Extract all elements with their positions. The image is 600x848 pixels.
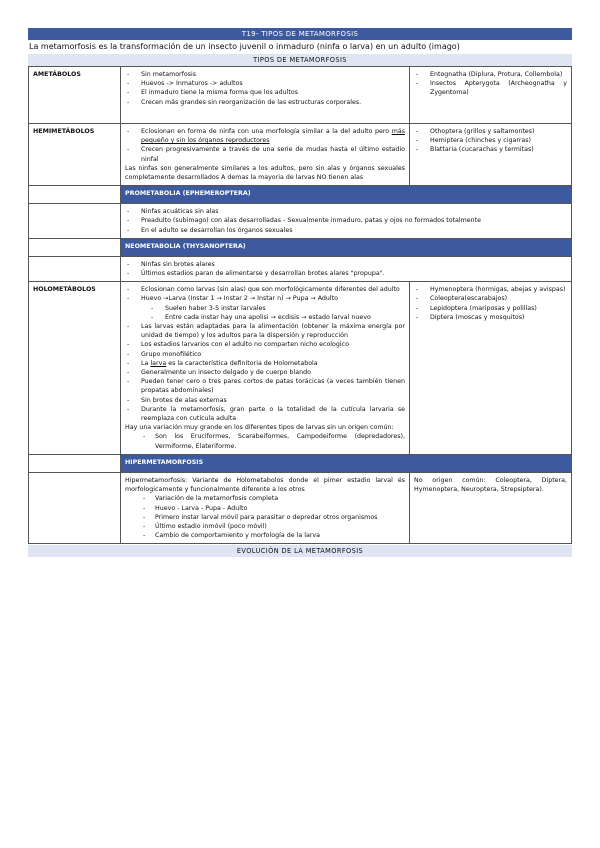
taxon-item: - Coleoptera(escarabajos) [414,294,567,303]
list-item: - Los estadios larvarios con el adulto no comparten nicho ecologico [125,340,405,349]
holometabolos-label: HOLOMETÁBOLOS [29,282,121,455]
taxon-item: - Hemiptera (chinches y cigarras) [414,136,567,145]
list-item: - Ninfas acuáticas sin alas [125,207,567,216]
sub-list-item: - Entre cada instar hay una apolisi → ecdisis → estado larval nuevo [125,313,405,322]
list-item: - Eclosionan como larvas (sin alas) que son morfológicamente diferentes del adulto [125,285,405,294]
ametabolos-label: AMETÁBOLOS [29,67,121,124]
footer-section-header: EVOLUCIÓN DE LA METAMORFOSIS [28,545,572,557]
list-item: - El inmaduro tiene la misma forma que los adultos [125,88,405,97]
row-hipermetamorfosis [29,472,572,543]
row-prometabola-header [29,186,572,204]
holometabolos-paragraph: Hay una variación muy grande en los diferentes tipos de larvas sin un origen común: [125,424,394,432]
hemimetabolos-label: HEMIMETÁBOLOS [29,124,121,186]
list-item: - Sin metamorfosis [125,70,405,79]
list-item: - La larva es la característica definitoria de Holometabola [125,359,405,368]
taxon-item: - Lepidoptera (mariposas y polillas) [414,304,567,313]
sub-list-item: - Huevo - Larva - Pupa - Adulto [125,504,405,513]
list-item: - Grupo monofilético [125,350,405,359]
prometabola-list [121,204,572,239]
list-item: - Generalmente un insecto delgado y de cuerpo blando [125,368,405,377]
sub-list-item: - Primero instar larval móvil para parasitar o depredar otros organismos [125,513,405,522]
sub-list-item: - Cambio de comportamiento y morfología de la larva [125,531,405,540]
list-item: - Crecen progresivamente a través de una serie de mudas hasta el último estadio ninfal [125,145,405,163]
holometabolos-taxa [410,282,572,455]
sub-list-item: - Variación de la metamorfosis completa [125,494,405,503]
list-item: - Sin brotes de alas externas [125,396,405,405]
sub-list-item: - Último estadio inmóvil (poco móvil) [125,522,405,531]
list-item: - En el adulto se desarrollan los órganos sexuales [125,226,567,235]
row-ametabolos [29,67,572,124]
list-item: - Crecen más grandes sin reorganización de las estructuras corporales. [125,98,405,107]
sub-list-item: - Suelen haber 3-5 instar larvales [125,304,405,313]
sub-list-item: - Son los Eruciformes, Scarabeiformes, Campodeiforme (depredadores), Vermiforme, Elateriforme. [125,432,405,450]
list-item: - Eclosionan en forma de ninfa con una morfología similar a la del adulto pero más pequeño y sin los órganos reproductores [125,127,405,145]
hipermetamorfosis-paragraph: Hipermetamorfosis: Variante de Holometabolos donde el pimer estadio larval és morfologicamente y funcionalmente diferente a los otros [125,476,405,494]
metamorphosis-table [28,66,572,544]
list-item: - Huevo →Larva (Instar 1 → Instar 2 → Instar n) → Pupa → Adulto [125,294,405,303]
hemimetabolos-description [121,124,410,186]
section-header: TIPOS DE METAMORFOSIS [28,54,572,66]
list-item: - Últimos estadios paran de alimentarse y desarrollan brotes alares "propupa". [125,269,567,278]
row-holometabolos [29,282,572,455]
row-hemimetabolos [29,124,572,186]
taxon-item: - Diptera (moscas y mosquitos) [414,313,567,322]
hipermetamorfosis-description [121,472,410,543]
list-item: - Pueden tener cero o tres pares cortos de patas torácicas (a veces también tienen propatas abdominales) [125,377,405,395]
taxon-item: - Insectos Apterygota (Archeognatha y Zygentoma) [414,79,567,97]
intro-text: La metamorfosis es la transformación de un insecto juvenil o inmaduro (ninfa o larva) en un adulto (imago) [29,42,460,51]
taxon-item: - Hymenoptera (hormigas, abejas y avispas) [414,285,567,294]
hemimetabolos-taxa [410,124,572,186]
row-neometabola-header [29,238,572,256]
prometabola-header: PROMETABOLIA (EPHEMEROPTERA) [121,186,572,204]
list-item: - Huevos -> Inmaturos -> adultos [125,79,405,88]
list-item: - Las larvas están adaptadas para la alimentación (obtener la máxima energía por unidad de tiempo) y los adultos para la dispersión y reproducción [125,322,405,340]
ametabolos-description [121,67,410,124]
neometabola-header: NEOMETABOLIA (THYSANOPTERA) [121,238,572,256]
hemimetabolos-paragraph: Las ninfas son generalmente similares a los adultos, pero sin alas y órganos sexuales completamente desarrollados A demas la mayoria de larvas NO tienen alas [125,164,405,182]
document-page [28,28,572,557]
holometabolos-description [121,282,410,455]
hipermetamorfosis-taxa: No origen común: Coleoptera, Diptera, Hymenoptera, Neuroptera, Strepsiptera). [410,472,572,543]
list-item: - Durante la metamorfosis, gran parte o la totalidad de la cutícula larvaria se reemplaza con cutícula adulta [125,405,405,423]
row-neometabola [29,256,572,281]
hipermetamorfosis-header: HIPERMETAMORFOSIS [121,454,572,472]
taxon-item: - Entognatha (Diplura, Protura, Collembola) [414,70,567,79]
row-hipermetamorfosis-header [29,454,572,472]
taxon-item: - Othoptera (grillos y saltamontes) [414,127,567,136]
list-item: - Ninfas sin brotes alares [125,260,567,269]
document-title: T19- TIPOS DE METAMORFOSIS [28,28,572,40]
list-item: - Preadulto (subimago) con alas desarrolladas - Sexualmente inmaduro, patas y ojos no formados totalmente [125,216,567,225]
neometabola-list [121,256,572,281]
ametabolos-taxa [410,67,572,124]
row-prometabola [29,204,572,239]
taxon-item: - Blattaria (cucarachas y termitas) [414,145,567,154]
